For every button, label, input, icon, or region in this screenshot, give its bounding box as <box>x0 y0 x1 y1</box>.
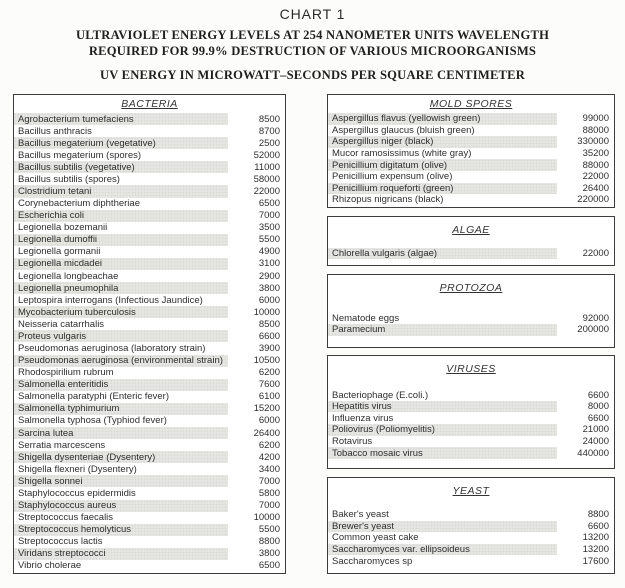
table-row <box>14 391 285 403</box>
section-header-bacteria: BACTERIA <box>121 98 178 110</box>
organism-name: Brewer's yeast <box>328 521 557 533</box>
organism-value: 10000 <box>253 512 280 524</box>
organism-value: 11000 <box>254 161 280 173</box>
organism-value: 6500 <box>258 198 280 210</box>
table-row <box>14 367 285 379</box>
organism-value: 5500 <box>258 234 280 246</box>
table-row <box>328 159 614 171</box>
organism-value: 6000 <box>258 294 280 306</box>
organism-value: 6600 <box>587 389 609 401</box>
table-row <box>328 401 614 413</box>
organism-name: Legionella pneumophila <box>14 282 228 294</box>
table-row <box>14 294 285 306</box>
organism-value: 440000 <box>577 447 609 459</box>
organism-value: 220000 <box>577 194 609 206</box>
organism-name: Bacillus megaterium (spores) <box>18 149 142 161</box>
table-row <box>14 439 285 451</box>
organism-name: Paramecium <box>328 324 557 336</box>
table-row <box>328 324 614 336</box>
organism-value: 22000 <box>582 171 609 183</box>
organism-name: Staphylococcus aureus <box>14 500 228 512</box>
organism-name: Mucor ramosissimus (white gray) <box>332 148 472 160</box>
organism-value: 10500 <box>253 355 280 367</box>
organism-value: 6500 <box>258 560 280 572</box>
organism-name: Common yeast cake <box>332 532 419 544</box>
organism-value: 3900 <box>258 343 280 355</box>
table-row <box>14 210 285 222</box>
organism-value: 8000 <box>587 401 609 413</box>
table-row <box>328 194 614 206</box>
organism-value: 6200 <box>258 439 280 451</box>
organism-value: 7000 <box>258 475 280 487</box>
organism-value: 6100 <box>258 391 280 403</box>
organism-name: Leptospira interrogans (Infectious Jaundice) <box>18 294 203 306</box>
organism-name: Shigella dysenteriae (Dysentery) <box>14 451 228 463</box>
chart-label: CHART 1 <box>279 6 346 22</box>
organism-value: 6600 <box>587 520 609 532</box>
organism-value: 200000 <box>577 324 609 336</box>
organism-name: Bacteriophage (E.coli.) <box>332 389 429 401</box>
organism-value: 8800 <box>258 536 280 548</box>
organism-value: 35200 <box>582 148 609 160</box>
organism-name: Vibrio cholerae <box>18 560 82 572</box>
organism-name: Penicillium digitatum (olive) <box>328 159 557 171</box>
title-line-1: ULTRAVIOLET ENERGY LEVELS AT 254 NANOMETER UNITS WAVELENGTH <box>75 28 550 42</box>
organism-name: Bacillus subtilis (spores) <box>18 173 120 185</box>
table-row <box>328 544 614 556</box>
organism-name: Shigella flexneri (Dysentery) <box>18 463 137 475</box>
organism-value: 88000 <box>582 124 609 136</box>
organism-value: 26400 <box>253 427 280 439</box>
section-mold-spores <box>327 94 615 208</box>
organism-name: Mycobacterium tuberculosis <box>14 306 228 318</box>
table-row <box>14 198 285 210</box>
organism-value: 3800 <box>258 282 280 294</box>
organism-name: Agrobacterium tumefaciens <box>14 113 228 125</box>
organism-name: Sarcina lutea <box>14 427 228 439</box>
table-row <box>328 148 614 160</box>
table-row <box>328 389 614 401</box>
organism-value: 4200 <box>258 451 280 463</box>
organism-value: 8800 <box>587 509 609 521</box>
organism-value: 330000 <box>577 136 609 148</box>
table-row <box>328 509 614 521</box>
table-row <box>14 463 285 475</box>
table-row <box>328 532 614 544</box>
table-row <box>14 536 285 548</box>
organism-value: 5800 <box>258 487 280 499</box>
table-row <box>328 521 614 533</box>
organism-value: 7600 <box>258 379 280 391</box>
organism-name: Streptococcus lactis <box>18 536 103 548</box>
organism-value: 92000 <box>582 312 609 324</box>
organism-value: 58000 <box>253 173 280 185</box>
organism-value: 3500 <box>258 222 280 234</box>
organism-value: 6600 <box>258 330 280 342</box>
table-row <box>328 171 614 183</box>
section-rows-viruses <box>328 389 614 459</box>
table-row <box>14 161 285 173</box>
table-row <box>328 436 614 448</box>
section-rows-bacteria <box>14 113 285 572</box>
organism-name: Legionella micdadei <box>14 258 228 270</box>
section-viruses <box>327 355 615 469</box>
table-row <box>328 113 614 125</box>
table-row <box>14 560 285 572</box>
organism-name: Viridans streptococci <box>14 548 228 560</box>
organism-value: 24000 <box>582 435 609 447</box>
organism-name: Influenza virus <box>332 412 394 424</box>
table-row <box>328 447 614 459</box>
organism-value: 2500 <box>258 137 280 149</box>
right-column <box>327 94 615 574</box>
organism-name: Pseudomonas aeruginosa (laboratory strain) <box>18 343 206 355</box>
table-row <box>328 248 614 260</box>
organism-name: Proteus vulgaris <box>14 330 228 342</box>
organism-name: Saccharomyces sp <box>332 555 413 567</box>
table-row <box>14 524 285 536</box>
organism-name: Bacillus subtilis (vegetative) <box>14 161 228 173</box>
organism-value: 6000 <box>258 415 280 427</box>
table-row <box>14 270 285 282</box>
organism-value: 2900 <box>258 270 280 282</box>
organism-name: Legionella gormanii <box>18 246 101 258</box>
organism-name: Salmonella typhosa (Typhiod fever) <box>18 415 167 427</box>
organism-name: Nematode eggs <box>332 312 400 324</box>
organism-value: 15200 <box>253 403 280 415</box>
organism-value: 17600 <box>582 555 609 567</box>
organism-name: Chlorella vulgaris (algae) <box>328 248 557 260</box>
table-row <box>328 424 614 436</box>
table-row <box>14 427 285 439</box>
section-rows-algae <box>328 248 614 260</box>
table-row <box>328 136 614 148</box>
organism-name: Streptococcus faecalis <box>18 512 114 524</box>
table-row <box>14 306 285 318</box>
table-row <box>14 173 285 185</box>
units-line: UV ENERGY IN MICROWATT–SECONDS PER SQUARE CENTIMETER <box>99 68 526 82</box>
organism-name: Rotavirus <box>332 435 373 447</box>
organism-value: 26400 <box>582 182 609 194</box>
section-header-algae: ALGAE <box>452 223 490 236</box>
table-row <box>14 379 285 391</box>
section-header-yeast: YEAST <box>452 485 490 497</box>
organism-name: Aspergillus flavus (yellowish green) <box>328 113 557 125</box>
organism-value: 22000 <box>582 248 609 260</box>
organism-value: 5500 <box>258 524 280 536</box>
section-rows-yeast <box>328 509 614 567</box>
table-row <box>14 282 285 294</box>
left-column <box>13 94 286 574</box>
table-row <box>14 512 285 524</box>
organism-name: Escherichia coli <box>14 210 228 222</box>
organism-name: Bacillus megaterium (vegetative) <box>14 137 228 149</box>
table-row <box>14 149 285 161</box>
organism-name: Serratia marcescens <box>18 439 106 451</box>
organism-name: Neisseria catarrhalis <box>18 318 105 330</box>
organism-name: Rhizopus nigricans (black) <box>332 194 444 206</box>
organism-name: Aspergillus glaucus (bluish green) <box>332 124 475 136</box>
organism-name: Salmonella typhimurium <box>14 403 228 415</box>
table-row <box>14 355 285 367</box>
organism-name: Staphylococcus epidermidis <box>18 487 136 499</box>
organism-value: 6600 <box>587 412 609 424</box>
section-header-mold-spores: MOLD SPORES <box>429 98 513 110</box>
organism-name: Salmonella paratyphi (Enteric fever) <box>18 391 170 403</box>
organism-value: 21000 <box>582 424 609 436</box>
organism-name: Tobacco mosaic virus <box>328 447 557 459</box>
table-row <box>14 234 285 246</box>
organism-name: Salmonella enteritidis <box>14 379 228 391</box>
table-row <box>14 500 285 512</box>
section-algae <box>327 216 615 266</box>
organism-name: Aspergillus niger (black) <box>328 136 557 148</box>
organism-name: Baker's yeast <box>332 509 389 521</box>
section-rows-mold-spores <box>328 113 614 206</box>
table-row <box>14 222 285 234</box>
title-line-2: REQUIRED FOR 99.9% DESTRUCTION OF VARIOUS MICROORGANISMS <box>88 43 537 58</box>
organism-name: Streptococcus hemolyticus <box>14 524 228 536</box>
table-row <box>328 183 614 195</box>
organism-name: Pseudomonas aeruginosa (environmental strain) <box>14 355 228 367</box>
table-row <box>14 548 285 560</box>
section-rows-protozoa <box>328 313 614 336</box>
organism-name: Penicillium roqueforti (green) <box>328 183 557 195</box>
organism-name: Poliovirus (Poliomyelitis) <box>328 424 557 436</box>
table-row <box>328 313 614 325</box>
organism-value: 3800 <box>258 548 280 560</box>
organism-value: 88000 <box>582 159 609 171</box>
organism-name: Saccharomyces var. ellipsoideus <box>328 544 557 556</box>
organism-value: 3100 <box>258 258 280 270</box>
table-row <box>328 125 614 137</box>
organism-value: 99000 <box>582 113 609 125</box>
table-row <box>14 415 285 427</box>
organism-name: Penicillium expensum (olive) <box>332 171 453 183</box>
organism-value: 8700 <box>258 125 280 137</box>
organism-name: Clostridium tetani <box>14 185 228 197</box>
organism-name: Hepatitis virus <box>328 401 557 413</box>
table-row <box>14 258 285 270</box>
organism-value: 8500 <box>258 318 280 330</box>
organism-value: 7000 <box>258 210 280 222</box>
page-header <box>0 6 625 83</box>
organism-name: Rhodospirilium rubrum <box>18 367 114 379</box>
organism-value: 6200 <box>258 367 280 379</box>
table-row <box>328 555 614 567</box>
organism-name: Legionella dumoffii <box>14 234 228 246</box>
section-protozoa <box>327 274 615 348</box>
table-row <box>14 125 285 137</box>
organism-value: 13200 <box>582 544 609 556</box>
organism-name: Corynebacterium diphtheriae <box>18 198 140 210</box>
table-row <box>14 137 285 149</box>
organism-value: 22000 <box>253 186 280 197</box>
organism-value: 7000 <box>258 500 280 512</box>
organism-name: Legionella longbeachae <box>18 270 119 282</box>
organism-name: Shigella sonnei <box>14 475 228 487</box>
table-row <box>14 246 285 258</box>
table-row <box>14 330 285 342</box>
table-row <box>14 487 285 499</box>
table-row <box>14 403 285 415</box>
organism-value: 3400 <box>258 463 280 475</box>
organism-value: 10000 <box>253 306 280 318</box>
table-row <box>14 185 285 197</box>
organism-name: Bacillus anthracis <box>18 125 92 137</box>
section-bacteria <box>13 94 286 574</box>
table-row <box>14 318 285 330</box>
table-row <box>14 113 285 125</box>
table-row <box>14 451 285 463</box>
organism-value: 8500 <box>258 113 280 125</box>
organism-value: 13200 <box>582 532 609 544</box>
section-header-protozoa: PROTOZOA <box>439 281 503 294</box>
table-row <box>328 412 614 424</box>
organism-value: 4900 <box>258 246 280 258</box>
section-yeast <box>327 477 615 574</box>
organism-value: 52000 <box>253 149 280 161</box>
table-row <box>14 475 285 487</box>
table-row <box>14 342 285 354</box>
section-header-viruses: VIRUSES <box>446 363 496 376</box>
organism-name: Legionella bozemanii <box>18 222 108 234</box>
